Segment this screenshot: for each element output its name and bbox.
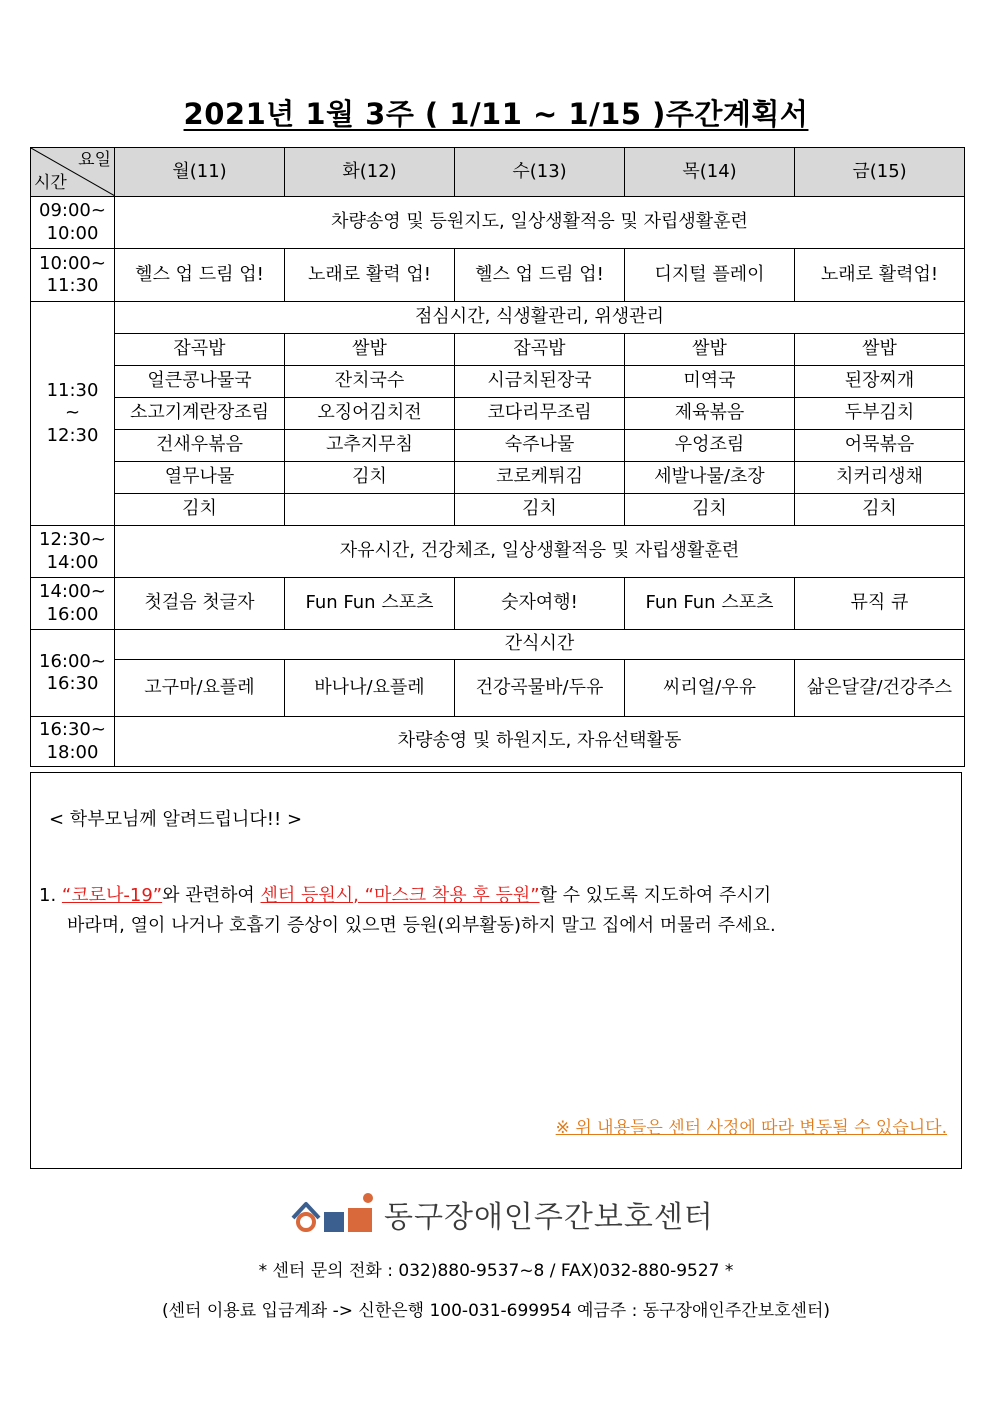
menu-cell: 잡곡밥 xyxy=(115,334,285,366)
center-name: 동구장애인주간보호센터 xyxy=(384,1200,714,1235)
menu-cell: 김치 xyxy=(795,494,965,526)
contact-info: * 센터 문의 전화 : 032)880-9537~8 / FAX)032-880-9527 * xyxy=(258,1261,734,1281)
activity-cell: 차량송영 및 하원지도, 자유선택활동 xyxy=(115,717,965,767)
row-1000 xyxy=(31,249,965,302)
day-wed: 수(13) xyxy=(455,148,625,197)
menu-cell xyxy=(285,494,455,526)
row-1630 xyxy=(31,717,965,767)
notice-highlight-mask: 센터 등원시, “마스크 착용 후 등원” xyxy=(260,885,540,906)
parent-notice-box xyxy=(30,772,962,1169)
activity-cell: 첫걸음 첫글자 xyxy=(115,578,285,630)
activity-cell: Fun Fun 스포츠 xyxy=(625,578,795,630)
time-cell: 10:00~ 11:30 xyxy=(31,249,115,302)
menu-cell: 김치 xyxy=(115,494,285,526)
day-tue: 화(12) xyxy=(285,148,455,197)
snack-row xyxy=(31,660,965,717)
weekly-plan-table xyxy=(30,147,965,767)
menu-cell: 잡곡밥 xyxy=(455,334,625,366)
page-title: 2021년 1월 3주 ( 1/11 ~ 1/15 )주간계획서 xyxy=(183,97,809,131)
header-row xyxy=(31,148,965,197)
menu-cell: 시금치된장국 xyxy=(455,366,625,398)
lunch-title: 점심시간, 식생활관리, 위생관리 xyxy=(115,302,965,334)
activity-cell: 차량송영 및 등원지도, 일상생활적응 및 자립생활훈련 xyxy=(115,197,965,249)
day-mon: 월(11) xyxy=(115,148,285,197)
menu-row xyxy=(31,366,965,398)
snack-cell: 건강곡물바/두유 xyxy=(455,660,625,717)
row-1400 xyxy=(31,578,965,630)
menu-cell: 열무나물 xyxy=(115,462,285,494)
menu-cell: 김치 xyxy=(285,462,455,494)
menu-cell: 두부김치 xyxy=(795,398,965,430)
notice-line-1: 1. “코로나-19”와 관련하여 센터 등원시, “마스크 착용 후 등원”할 수 있도록 지도하여 주시기 xyxy=(39,885,772,906)
notice-highlight-covid: “코로나-19” xyxy=(61,885,163,906)
row-1230 xyxy=(31,526,965,578)
menu-cell: 코로케튀김 xyxy=(455,462,625,494)
center-logo xyxy=(290,1192,714,1236)
menu-cell: 쌀밥 xyxy=(285,334,455,366)
activity-cell: 숫자여행! xyxy=(455,578,625,630)
corner-time-label: 시간 xyxy=(34,172,67,193)
menu-row xyxy=(31,462,965,494)
snack-title-row xyxy=(31,630,965,660)
activity-cell: 노래로 활력업! xyxy=(795,249,965,302)
logo-icon xyxy=(290,1192,376,1236)
corner-day-label: 요일 xyxy=(78,150,111,170)
menu-cell: 된장찌개 xyxy=(795,366,965,398)
menu-cell: 오징어김치전 xyxy=(285,398,455,430)
snack-cell: 고구마/요플레 xyxy=(115,660,285,717)
row-0900 xyxy=(31,197,965,249)
menu-cell: 소고기계란장조림 xyxy=(115,398,285,430)
menu-cell: 숙주나물 xyxy=(455,430,625,462)
lunch-title-row xyxy=(31,302,965,334)
menu-row xyxy=(31,334,965,366)
menu-cell: 잔치국수 xyxy=(285,366,455,398)
activity-cell: 뮤직 큐 xyxy=(795,578,965,630)
corner-cell xyxy=(31,148,115,197)
time-cell: 12:30~ 14:00 xyxy=(31,526,115,578)
snack-cell: 씨리얼/우유 xyxy=(625,660,795,717)
menu-cell: 김치 xyxy=(625,494,795,526)
menu-cell: 우엉조림 xyxy=(625,430,795,462)
snack-title: 간식시간 xyxy=(115,630,965,660)
snack-cell: 바나나/요플레 xyxy=(285,660,455,717)
menu-row xyxy=(31,430,965,462)
activity-cell: 노래로 활력 업! xyxy=(285,249,455,302)
menu-cell: 세발나물/초장 xyxy=(625,462,795,494)
day-thu: 목(14) xyxy=(625,148,795,197)
menu-cell: 코다리무조림 xyxy=(455,398,625,430)
time-cell: 09:00~ 10:00 xyxy=(31,197,115,249)
notice-remark: ※ 위 내용들은 센터 사정에 따라 변동될 수 있습니다. xyxy=(555,1118,947,1138)
menu-cell: 쌀밥 xyxy=(795,334,965,366)
time-cell: 16:30~ 18:00 xyxy=(31,717,115,767)
activity-cell: 헬스 업 드림 업! xyxy=(115,249,285,302)
menu-cell: 어묵볶음 xyxy=(795,430,965,462)
menu-cell: 고추지무침 xyxy=(285,430,455,462)
menu-cell: 얼큰콩나물국 xyxy=(115,366,285,398)
time-cell: 14:00~ 16:00 xyxy=(31,578,115,630)
activity-cell: 디지털 플레이 xyxy=(625,249,795,302)
notice-item xyxy=(39,881,939,941)
account-info: (센터 이용료 입금계좌 -> 신한은행 100-031-699954 예금주 : 동구장애인주간보호센터) xyxy=(161,1301,831,1321)
activity-cell: 자유시간, 건강체조, 일상생활적응 및 자립생활훈련 xyxy=(115,526,965,578)
time-cell: 11:30 ~ 12:30 xyxy=(31,302,115,526)
time-cell: 16:00~ 16:30 xyxy=(31,630,115,717)
menu-row xyxy=(31,494,965,526)
menu-cell: 미역국 xyxy=(625,366,795,398)
activity-cell: Fun Fun 스포츠 xyxy=(285,578,455,630)
menu-cell: 김치 xyxy=(455,494,625,526)
snack-cell: 삶은달걀/건강주스 xyxy=(795,660,965,717)
menu-row xyxy=(31,398,965,430)
day-fri: 금(15) xyxy=(795,148,965,197)
menu-cell: 제육볶음 xyxy=(625,398,795,430)
menu-cell: 건새우볶음 xyxy=(115,430,285,462)
menu-cell: 치커리생채 xyxy=(795,462,965,494)
notice-line-2: 바라며, 열이 나거나 호흡기 증상이 있으면 등원(외부활동)하지 말고 집에서 머물러 주세요. xyxy=(67,915,776,936)
menu-cell: 쌀밥 xyxy=(625,334,795,366)
notice-heading: < 학부모님께 알려드립니다!! > xyxy=(49,809,303,830)
activity-cell: 헬스 업 드림 업! xyxy=(455,249,625,302)
